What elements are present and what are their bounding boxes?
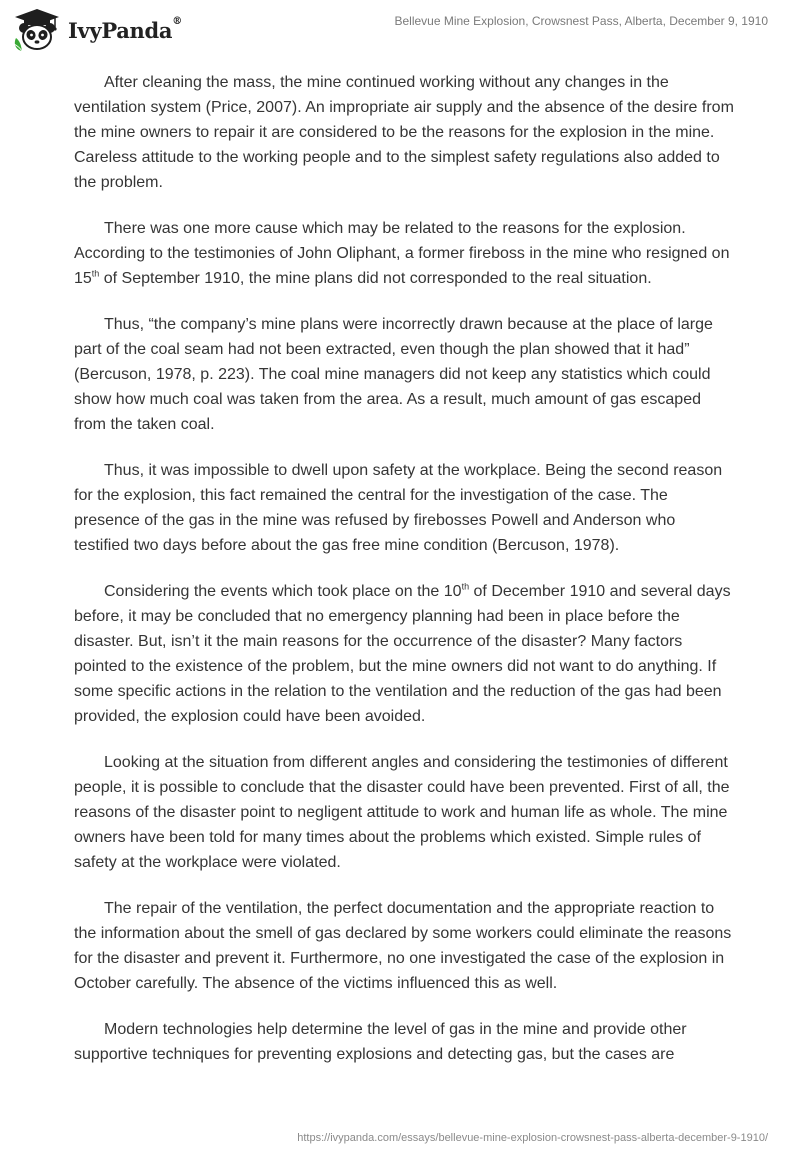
paragraph: After cleaning the mass, the mine continued working without any changes in the ventilation system (Price, 2007). An impropriate air supply and the absence of the desire from the mine owners to repair it are considered to be the reasons for the explosion in the mine. Careless attitude to the working people and to the simplest safety regulations also added to the problem. [74,74,734,191]
paragraph: Looking at the situation from different angles and considering the testimonies of different people, it is possible to conclude that the disaster could have been prevented. First of all, the reasons of the disaster point to negligent attitude to work and human life as whole. The mine owners have been told for many times about the problems which existed. Simple rules of safety at the workplace were violated. [74,754,730,871]
paragraph: There was one more cause which may be related to the reasons for the explosion. According to the testimonies of John Oliphant, a former fireboss in the mine who resigned on 15th of September 1910, the mine plans did not corresponded to the real situation. [74,220,730,287]
source-url[interactable]: https://ivypanda.com/essays/bellevue-mine-explosion-crowsnest-pass-alberta-december-9-1910/ [297,1132,768,1144]
paragraph: Considering the events which took place on the 10th of December 1910 and several days before, it may be concluded that no emergency planning had been in place before the disaster. But, isn’t it the main reasons for the occurrence of the disaster? Many factors pointed to the existence of the problem, but the mine owners did not want to do anything. If some specific actions in the relation to the ventilation and the reduction of the gas had been provided, the explosion could have been avoided. [74,581,731,725]
paragraph: Modern technologies help determine the level of gas in the mine and provide other supportive techniques for preventing explosions and detecting gas, but the cases are [74,1021,687,1063]
paragraph: Thus, “the company’s mine plans were incorrectly drawn because at the place of large part of the coal seam had not been extracted, even though the plan showed that it had” (Bercuson, 1978, p. 223). The coal mine managers did not keep any statistics which could show how much coal was taken from the area. As a result, much amount of gas escaped from the taken coal. [74,316,713,433]
page-title: Bellevue Mine Explosion, Crowsnest Pass, Alberta, December 9, 1910 [394,14,768,28]
paragraph: Thus, it was impossible to dwell upon safety at the workplace. Being the second reason for the explosion, this fact remained the central for the investigation of the case. The presence of the gas in the mine was refused by firebosses Powell and Anderson who testified two days before about the gas free mine condition (Bercuson, 1978). [74,462,723,554]
superscript: th [461,581,470,592]
panda-graduate-icon [12,8,62,52]
page-header [0,0,800,60]
paragraph: The repair of the ventilation, the perfect documentation and the appropriate reaction to the information about the smell of gas declared by some workers could eliminate the reasons for the disaster and prevent it. Furthermore, no one investigated the case of the explosion in October carefully. The absence of the victims influenced this as well. [74,900,732,992]
logo-text: IvyPanda® [68,15,182,43]
logo[interactable] [12,8,182,52]
superscript: th [91,268,100,279]
essay-body [74,70,734,1088]
